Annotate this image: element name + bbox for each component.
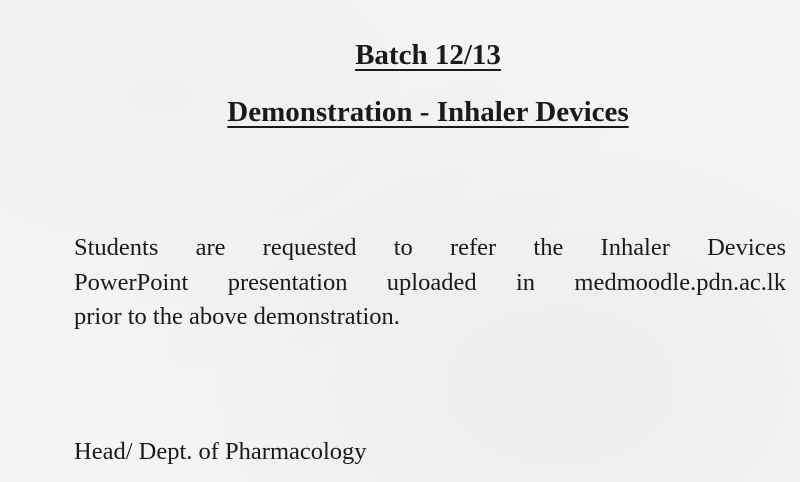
notice-body-line-1: Students are requested to refer the Inhaler Devices (74, 234, 786, 261)
batch-heading: Batch 12/13 (355, 39, 501, 71)
notice-body-line-2: PowerPoint presentation uploaded in medmoodle.pdn.ac.lk (74, 268, 786, 296)
signature-line: Head/ Dept. of Pharmacology (74, 438, 367, 465)
notice-body-line-3: prior to the above demonstration. (74, 303, 400, 330)
notice-body (74, 231, 786, 335)
demonstration-title: Demonstration - Inhaler Devices (227, 96, 629, 128)
